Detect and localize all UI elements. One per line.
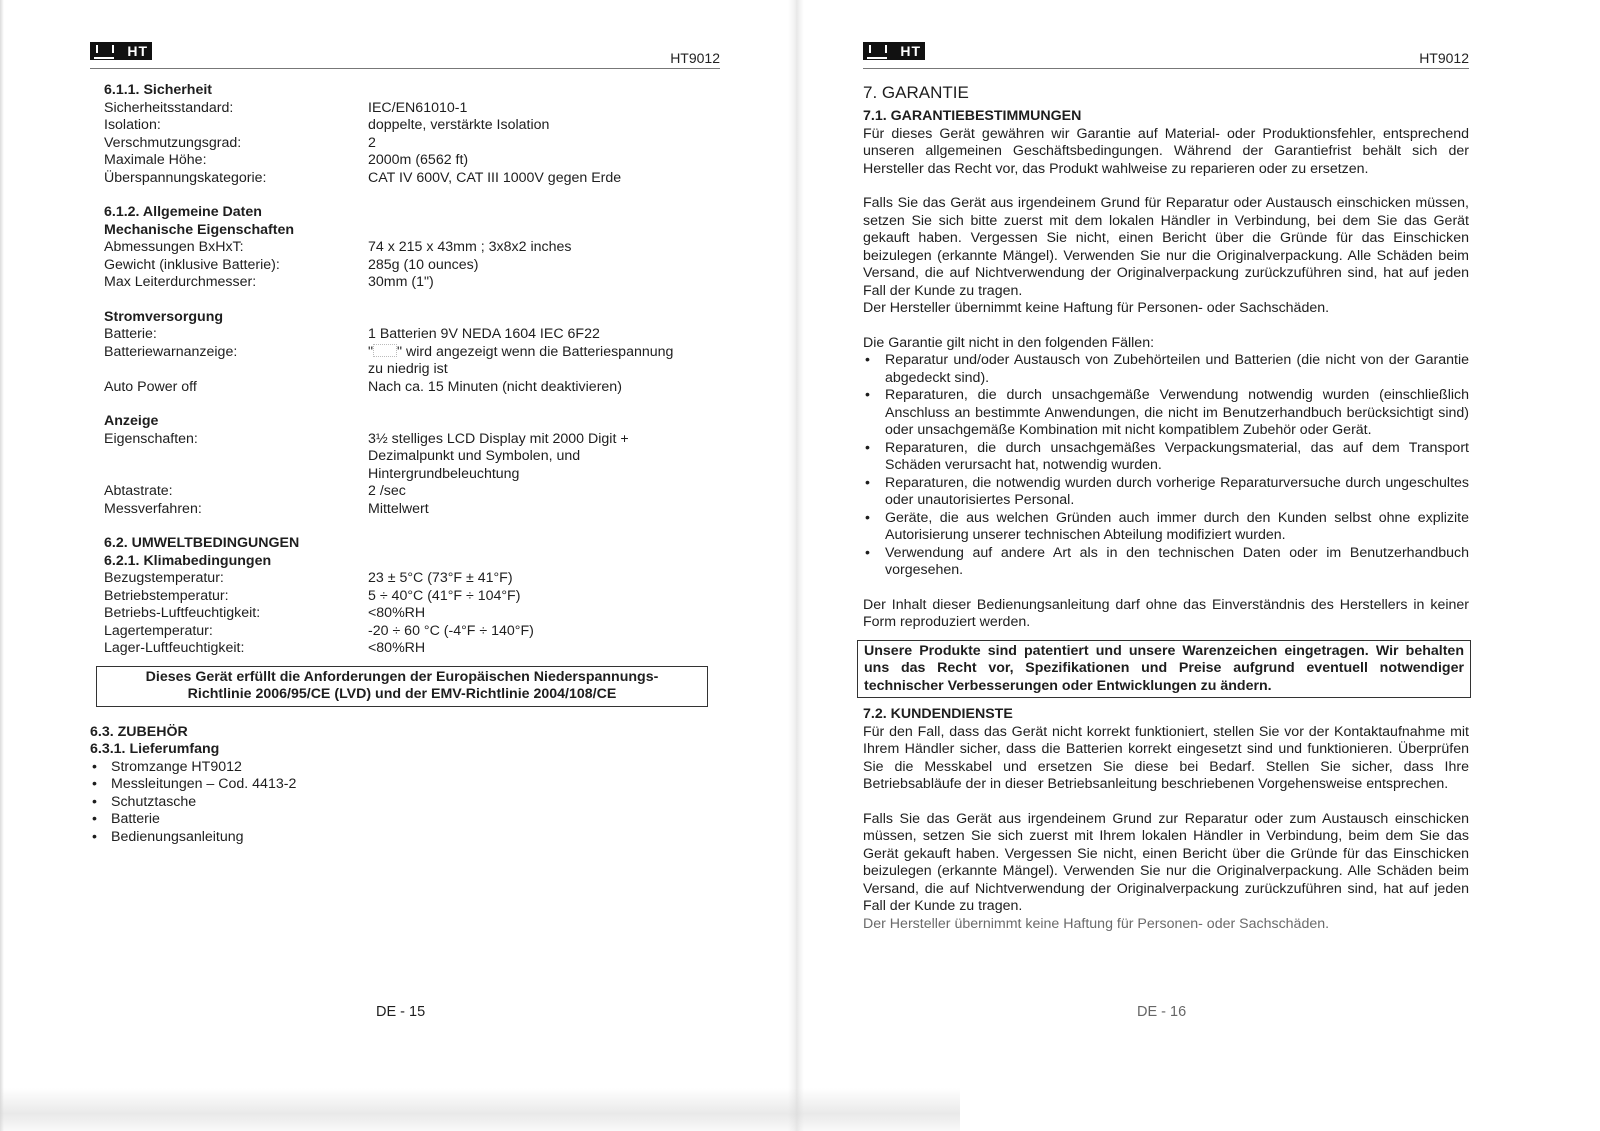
spec-row: Isolation: doppelte, verstärkte Isolation (104, 117, 550, 133)
page-number: DE - 16 (1137, 1004, 1187, 1020)
spec-row: Lager-Luftfeuchtigkeit: <80%RH (104, 640, 426, 656)
paragraph: Falls Sie das Gerät aus irgendeinem Grund zur Reparatur oder zum Austausch einschicken müssen, setzen Sie sich zuerst mit Ihrem lokalen Händler in Verbindung, beim dem Sie das Gerät gekauft haben. Vergessen Sie nicht, einen Bericht über die Gründe für das Einschicken beizulegen (erkannte Mängel). Verwenden Sie nur die Originalverpackung. Alle Schäden beim Versand, die auf Nichtverwendung der Originalverpackung zurückzuführen sind, hat auf jeden Fall der Kunde zu tragen. (863, 810, 1469, 914)
paragraph: Der Hersteller übernimmt keine Haftung für Personen- oder Sachschäden. (863, 300, 1330, 316)
section-heading: 7.1. GARANTIEBESTIMMUNGEN (863, 108, 1082, 124)
list-item: • Verwendung auf andere Art als in den technischen Daten oder im Benutzerhandbuch vorgesehen. (863, 545, 1469, 580)
spec-row: Batteriewarnanzeige: " " wird angezeigt wenn die Batteriespannung zu niedrig ist (104, 343, 674, 377)
spec-row: Lagertemperatur: -20 ÷ 60 °C (-4°F ÷ 140°F) (104, 622, 534, 639)
paragraph: Falls Sie das Gerät aus irgendeinem Grund für Reparatur oder Austausch einschicken müssen, setzen Sie sich bitte zuerst mit dem lokalen Händler in Verbindung, bei dem Sie das Gerät gekauft haben. Vergessen Sie nicht, einen Bericht über die Gründe für das Einschicken beizulegen (erkannte Mängel). Verwenden Sie nur die Originalverpackung. Alle Schäden beim Versand, die auf Nichtverwendung der Originalverpackung zurückzuführen sind, hat auf jeden Fall der Kunde zu tragen. (863, 195, 1469, 299)
paragraph: Die Garantie gilt nicht in den folgenden Fällen: (863, 334, 1155, 351)
list-item: • Batterie (90, 811, 724, 829)
spec-row: Verschmutzungsgrad: 2 (104, 134, 376, 151)
section-heading: 6.1.1. Sicherheit (104, 82, 213, 98)
list-item: • Stromzange HT9012 (90, 759, 724, 777)
model-label: HT9012 (670, 50, 720, 66)
ht-logo: HT (863, 42, 925, 60)
accessory-list (90, 759, 724, 847)
paragraph: Für den Fall, dass das Gerät nicht korrekt funktioniert, stellen Sie vor der Kontaktaufnahme mit Ihrem Händler sicher, dass die Batterien korrekt eingesetzt sind und funktionieren. Überprüfen Sie die Messkabel und ersetzen Sie diese bei Bedarf. Stellen Sie sicher, dass Ihre Betriebsabläufe der in dieser Betriebsanleitung beschriebenen Vorgehensweise entsprechen. (863, 723, 1469, 792)
spec-row: Überspannungskategorie: CAT IV 600V, CAT III 1000V gegen Erde (104, 169, 622, 186)
compliance-notice: Dieses Gerät erfüllt die Anforderungen der Europäischen Niederspannungs- Richtlinie 2006/95/CE (LVD) und der EMV-Richtlinie 2004/108/CE (96, 666, 708, 707)
page-number: DE - 15 (376, 1004, 426, 1020)
paragraph: Der Hersteller übernimmt keine Haftung für Personen- oder Sachschäden. (863, 915, 1330, 932)
list-item: • Reparaturen, die durch unsachgemäße Verwendung notwendig wurden (einschließlich Anschluss an bestimmte Anwendungen, die nicht im Benutzerhandbuch berücksichtigt sind) oder unsachgemäße Kombination mit nicht kompatiblem Zubehör oder Gerät. (863, 387, 1469, 440)
spec-row: Auto Power off Nach ca. 15 Minuten (nicht deaktivieren) (104, 378, 622, 395)
page-header (90, 38, 720, 69)
right-content (863, 82, 1469, 933)
section-heading: 6.3. ZUBEHÖR (90, 723, 188, 740)
subsection-heading: 6.3.1. Lieferumfang (90, 741, 220, 757)
model-label: HT9012 (1419, 50, 1469, 66)
low-battery-icon (373, 344, 397, 357)
list-item: • Reparatur und/oder Austausch von Zubehörteilen und Batterien (die nicht von der Garantie abgedeckt sind). (863, 352, 1469, 387)
subsection-heading: Mechanische Eigenschaften (104, 221, 295, 238)
page-header (863, 38, 1469, 69)
subsection-heading: Stromversorgung (104, 308, 224, 325)
waveform-icon (867, 45, 887, 59)
list-item: • Messleitungen – Cod. 4413-2 (90, 776, 724, 794)
spec-row: Bezugstemperatur: 23 ± 5°C (73°F ± 41°F) (104, 570, 513, 586)
section-heading: 7.2. KUNDENDIENSTE (863, 706, 1013, 722)
spec-row: Betriebstemperatur: 5 ÷ 40°C (41°F ÷ 104°F) (104, 587, 521, 604)
list-item: • Geräte, die aus welchen Gründen auch immer durch den Kunden selbst ohne explizite Autorisierung unserer technischen Abteilung modifiziert wurden. (863, 510, 1469, 545)
ht-logo: HT (90, 42, 152, 60)
list-item: • Reparaturen, die durch unsachgemäßes Verpackungsmaterial, das auf dem Transport Schäden verursacht hat, notwendig wurden. (863, 440, 1469, 475)
spec-table-safety (104, 100, 724, 188)
page-left (0, 0, 795, 1131)
left-content (90, 82, 724, 846)
subsection-heading: Anzeige (104, 413, 159, 429)
spec-row: Maximale Höhe: 2000m (6562 ft) (104, 152, 469, 168)
paragraph: Der Inhalt dieser Bedienungsanleitung darf ohne das Einverständnis des Herstellers in keiner Form reproduziert werden. (863, 596, 1469, 630)
patent-notice: Unsere Produkte sind patentiert und unsere Warenzeichen eingetragen. Wir behalten uns das Recht vor, Spezifikationen und Preise aufgrund eventuell notwendiger technischer Verbesserungen oder Entwicklungen zu ändern. (857, 640, 1471, 699)
spec-row: Messverfahren: Mittelwert (104, 500, 429, 517)
spec-row: Abtastrate: 2 /sec (104, 483, 406, 499)
list-item: • Bedienungsanleitung (90, 829, 724, 847)
spec-row: Eigenschaften: 3½ stelliges LCD Display mit 2000 Digit + Dezimalpunkt und Symbolen, und Hintergrundbeleuchtung (104, 430, 629, 482)
section-heading: 6.2. UMWELTBEDINGUNGEN (104, 535, 300, 551)
spec-row: Abmessungen BxHxT: 74 x 215 x 43mm ; 3x8x2 inches (104, 239, 572, 255)
spec-row: Batterie: 1 Batterien 9V NEDA 1604 IEC 6F22 (104, 326, 600, 342)
spec-row: Gewicht (inklusive Batterie): 285g (10 ounces) (104, 256, 479, 273)
list-item: • Schutztasche (90, 794, 724, 812)
spec-row: Sicherheitsstandard: IEC/EN61010-1 (104, 99, 468, 116)
section-heading: 6.1.2. Allgemeine Daten (104, 204, 262, 220)
chapter-title: 7. GARANTIE (863, 83, 969, 102)
page-right (795, 0, 1600, 1131)
list-item: • Reparaturen, die notwendig wurden durch vorherige Reparaturversuche durch ungeschultes oder unautorisiertes Personal. (863, 475, 1469, 510)
paragraph: Für dieses Gerät gewähren wir Garantie auf Material- oder Produktionsfehler, entsprechend unseren allgemeinen Geschäftsbedingungen. Während der Garantiefrist behält sich der Hersteller das Recht vor, das Produkt wahlweise zu reparieren oder zu ersetzen. (863, 125, 1469, 177)
spec-row: Max Leiterdurchmesser: 30mm (1") (104, 274, 434, 290)
subsection-heading: 6.2.1. Klimabedingungen (104, 552, 272, 569)
spec-row: Betriebs-Luftfeuchtigkeit: <80%RH (104, 605, 426, 621)
waveform-icon (94, 45, 114, 59)
exclusion-list (863, 352, 1469, 580)
